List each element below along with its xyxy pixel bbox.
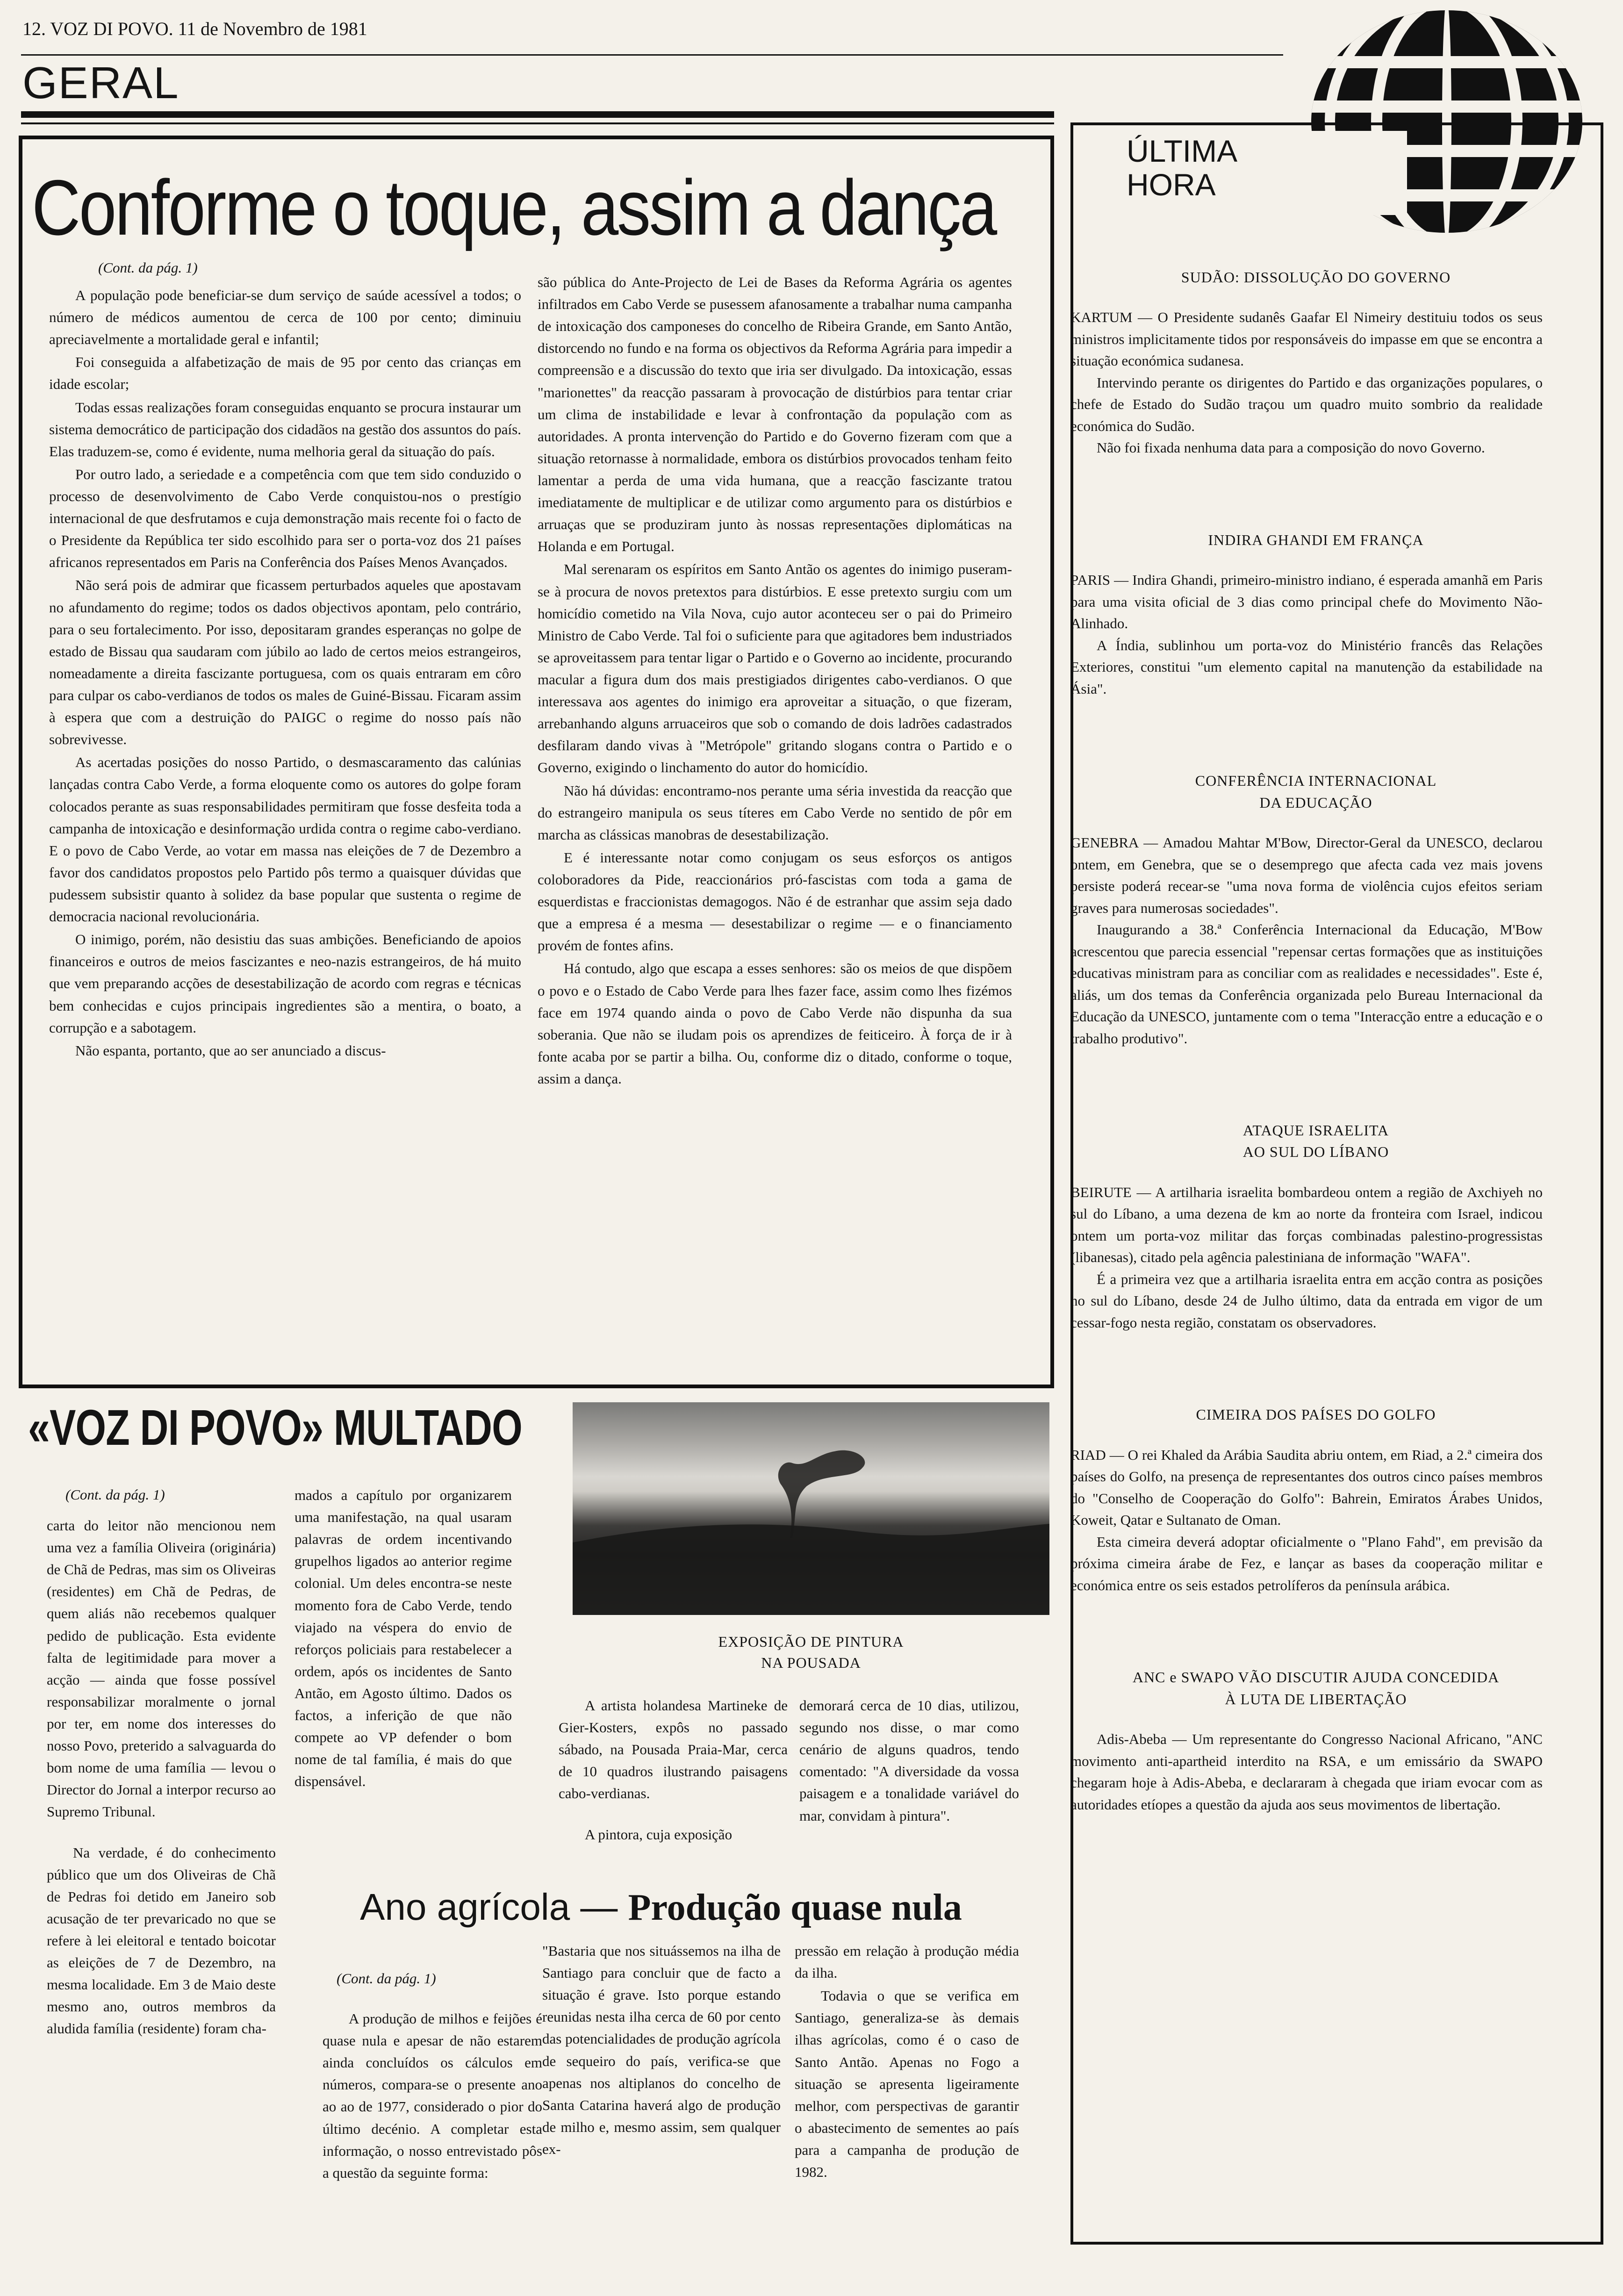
news-paragraph: PARIS — Indira Ghandi, primeiro-ministro indiano, é esperada amanhã em Paris para uma visita oficial de 3 dias como principal chefe do Movimento Não-Alinhado.	[1070, 572, 1543, 632]
paragraph: A artista holandesa Martineke de Gier-Kosters, expôs no passado sábado, na Pousada Praia-Mar, cerca de 10 quadros ilustrando paisagens cabo-verdianas.	[559, 1697, 788, 1802]
news-body	[1070, 1182, 1543, 1334]
news-item	[1070, 266, 1543, 459]
news-title-line: ATAQUE ISRAELITA	[1242, 1122, 1389, 1139]
news-title	[1089, 770, 1543, 813]
header-rule-thin-2	[21, 122, 1054, 124]
paragraph: "Bastaria que nos situássemos na ilha de Santiago para concluir que de facto a situação é grave. Isto porque estando reunidas nesta ilha cerca de 60 por cento das potencialidades de produção agrícola de sequeiro do país, verifica-se que apenas nos altiplanos do concelho de Santa Catarina haverá algo de produção de milho e, mesmo assim, sem qualquer ex-	[542, 1943, 781, 2157]
page-line: 12. VOZ DI POVO. 11 de Novembro de 1981	[22, 18, 367, 39]
news-title-line: À LUTA DE LIBERTAÇÃO	[1225, 1690, 1407, 1708]
news-item	[1070, 1119, 1543, 1334]
paragraph: As acertadas posições do nosso Partido, o desmascaramento das calúnias lançadas contra Cabo Verde, a forma eloquente como os autores do golpe foram colocados perante as suas responsabilidades permitiram que fosse desfeita toda a campanha de intoxicação e desinformação urdida contra o regime cabo-verdiano. E o povo de Cabo Verde, ao votar em massa nas eleições de 7 de Dezembro a favor dos candidatos propostos pelo Partido pôs termo a quaisquer dúvidas que pudessem subsistir quanto à solidez da base popular que sustenta o regime de democracia nacional revolucionária.	[49, 754, 521, 925]
news-item	[1070, 529, 1543, 700]
ultima-label-line2: HORA	[1127, 167, 1216, 202]
news-paragraph: É a primeira vez que a artilharia israelita entra em acção contra as posições no sul do Líbano, desde 24 de Julho último, data da entrada em vigor de um cessar-fogo nesta região, constatam os observadores.	[1070, 1270, 1543, 1331]
multado-cite: (Cont. da pág. 1)	[65, 1486, 165, 1503]
agricola-cite: (Cont. da pág. 1)	[337, 1970, 436, 1987]
exposicao-col-1	[559, 1694, 788, 1872]
paragraph: O inimigo, porém, não desistiu das suas ambições. Beneficiando de apoios financeiros e outros de meios fascizantes e neo-nazis estrangeiros, de há muito que vem preparando acções de desestabilização de acordo com regras e técnicas bem conhecidas e cujos principais ingredientes são a mentira, o boato, a corrupção e a sabotagem.	[49, 931, 521, 1036]
ultima-label-line1: ÚLTIMA	[1127, 134, 1238, 168]
news-paragraph: Não foi fixada nenhuma data para a composição do novo Governo.	[1097, 439, 1485, 456]
paragraph: A pintora, cuja exposição	[585, 1826, 733, 1843]
news-title	[1089, 1119, 1543, 1163]
exposicao-title-line: NA POUSADA	[761, 1654, 861, 1671]
ultima-hora-label	[1127, 136, 1237, 200]
news-body	[1070, 1729, 1543, 1815]
news-paragraph: KARTUM — O Presidente sudanês Gaafar El Nimeiry destituiu todos os seus ministros implicitamente tidos por responsáveis do impasse em que se encontra a situação económica sudanesa.	[1070, 309, 1543, 369]
agricola-col-3	[795, 1940, 1019, 2267]
paragraph: A produção de milhos e feijões é quase nula e apesar de não estarem ainda concluídos os cálculos em números, compara-se o presente ano ao ao de 1977, considerado o pior do último decénio. A completar esta informação, o nosso entrevistado pôs a questão da seguinte forma:	[323, 2010, 542, 2181]
paragraph: Foi conseguida a alfabetização de mais de 95 por cento das crianças em idade escolar;	[49, 354, 521, 393]
multado-headline: «VOZ DI POVO» MULTADO	[28, 1399, 522, 1456]
paragraph: A população pode beneficiar-se dum serviço de saúde acessível a todos; o número de médicos aumentou de cerca de 100 por cento; diminuiu apreciavelmente a mortalidade geral e infantil;	[49, 287, 521, 348]
news-title: INDIRA GHANDI EM FRANÇA	[1208, 531, 1424, 548]
main-headline: Conforme o toque, assim a dança	[32, 164, 996, 251]
news-title-line: CONFERÊNCIA INTERNACIONAL	[1195, 772, 1437, 789]
paragraph: Na verdade, é do conhecimento público que um dos Oliveiras de Chã de Pedras foi detido em Janeiro sob acusação de ter prevaricado no que se refere à lei eleitoral e tentado boicotar as eleições de 7 de Dezembro, na mesma localidade. Em 3 de Maio deste mesmo ano, outros membros da aludida família (residente) foram cha-	[47, 1844, 276, 2037]
tree-icon	[573, 1402, 1049, 1615]
news-paragraph: A Índia, sublinhou um porta-voz do Ministério francês das Relações Exteriores, constitui "um elemento capital na manutenção da estabilidade na Ásia".	[1070, 637, 1543, 697]
paragraph: Todavia o que se verifica em Santiago, generaliza-se às demais ilhas agrícolas, como é o caso de Santo Antão. Apenas no Fogo a situação se apresenta ligeiramente melhor, com perspectivas de garantir o abastecimento de sementes ao país para a campanha de produção de 1982.	[795, 1987, 1019, 2181]
news-body	[1070, 1444, 1543, 1597]
paragraph: Mal serenaram os espíritos em Santo Antão os agentes do inimigo puseram-se à procura de novos pretextos para distúrbios. E esse pretexto surgiu com um homicídio cometido na Vila Nova, cujo autor aconteceu ser o pai do Primeiro Ministro de Cabo Verde. Tal foi o suficiente para que agitadores bem industriados se aproveitassem para tentar ligar o Partido e o Governo ao incidente, procurando macular a figura dum dos mais prestigiados dirigentes cabo-verdianos. O que interessava aos agentes do inimigo era aproveitar a situação, o que fizeram, arrebanhando alguns arruaceiros que sob o comando de dois ladrões cadastrados desfilaram dando vivas à "Metrópole" gritando slogans contra o Partido e o Governo, exigindo o linchamento do autor do homicídio.	[538, 561, 1012, 776]
news-title-line: DA EDUCAÇÃO	[1259, 794, 1372, 811]
news-item	[1070, 1666, 1543, 1815]
ultima-hora-news	[1070, 266, 1543, 1815]
main-cite: (Cont. da pág. 1)	[98, 259, 198, 276]
news-title	[1089, 1666, 1543, 1710]
news-paragraph: Esta cimeira deverá adoptar oficialmente o "Plano Fahd", em previsão da próxima cimeira árabe de Fez, e lançar as bases da cooperação militar e económica entre os seis estados petrolíferos da península arábica.	[1070, 1533, 1543, 1593]
main-col-1	[49, 284, 521, 1369]
news-paragraph: GENEBRA — Amadou Mahtar M'Bow, Director-Geral da UNESCO, declarou ontem, em Genebra, que se o desemprego que afecta cada vez mais jovens persiste poderá recear-se "uma nova forma de violência cujos efeitos seriam graves para numerosas sociedades".	[1070, 834, 1543, 916]
news-title: SUDÃO: DISSOLUÇÃO DO GOVERNO	[1181, 269, 1451, 286]
news-paragraph: BEIRUTE — A artilharia israelita bombardeou ontem a região de Axchiyeh no sul do Líbano, a uma dezena de km ao norte da fronteira com Israel, indicou ontem um porta-voz militar das forças combinadas palestino-progressistas (libanesas), citado pela agência palestiniana de informação "WAFA".	[1070, 1184, 1543, 1266]
header-rule-thick	[21, 111, 1054, 118]
news-title-line: ANC e SWAPO VÃO DISCUTIR AJUDA CONCEDIDA	[1132, 1669, 1500, 1686]
multado-col-1	[47, 1514, 276, 2244]
paragraph: são pública do Ante-Projecto de Lei de Bases da Reforma Agrária os agentes infiltrados em Cabo Verde se pusessem afanosamente a trabalhar numa campanha de intoxicação dos camponeses do concelho de Ribeira Grande, em Santo Antão, distorcendo no fundo e na forma os objectivos da Reforma Agrária para impedir a compreensão e a discussão do texto que iria ser divulgado. Da intoxicação, essas "marionettes" da reacção passaram à provocação de distúrbios para tentar criar um clima de instabilidade e levar à confrontação da população com as autoridades. A pronta intervenção do Partido e do Governo fizeram com que a situação retornasse à normalidade, embora os distúrbios provocados tenham feito lamentar a perda de uma vida humana, que a reacção fascizante tratou imediatamente de multiplicar e de utilizar como argumento para os distúrbios e arruaças que se produziram junto às nossas representações diplomáticas na Holanda e em Portugal.	[538, 274, 1012, 555]
section-title: GERAL	[22, 58, 180, 108]
exposicao-title	[573, 1631, 1049, 1673]
paragraph: pressão em relação à produção média da ilha.	[795, 1943, 1019, 1981]
paragraph: mados a capítulo por organizarem uma manifestação, na qual usaram palavras de ordem incentivando grupelhos ligados ao anterior regime colonial. Um deles encontra-se neste momento fora de Cabo Verde, tendo viajado na véspera do envio de reforços policiais para restabelecer a ordem, após os incidentes de Santo Antão, em Agosto último. Dados os factos, a inferição de que não compete ao VP defender o bom nome de tal família, é mais do que dispensável.	[294, 1487, 512, 1790]
paragraph: E é interessante notar como conjugam os seus esforços os antigos coloboradores da Pide, reaccionários pró-fascistas com toda a gama de esquerdistas e fraccionistas demagogos. Não é de estranhar que assim seja dado que a empresa é a mesma — desestabilizar o regime — e o financiamento provém de fontes afins.	[538, 849, 1012, 954]
paragraph: Por outro lado, a seriedade e a competência com que tem sido conduzido o processo de desenvolvimento de Cabo Verde conquistou-nos o prestígio internacional de que desfrutamos e cuja demonstração mais recente foi o facto de o Presidente da República ter sido escolhido para ser o porta-voz dos 21 países africanos representados em Paris na Conferência dos Países Menos Avançados.	[49, 466, 521, 571]
news-body	[1070, 832, 1543, 1049]
news-title: CIMEIRA DOS PAÍSES DO GOLFO	[1196, 1406, 1436, 1423]
agricola-col-2	[542, 1940, 781, 2267]
news-item	[1070, 770, 1543, 1049]
news-body	[1070, 569, 1543, 700]
painting-photo	[573, 1402, 1049, 1615]
multado-col-2	[294, 1484, 512, 1895]
paragraph: Não há dúvidas: encontramo-nos perante uma séria investida da reacção que do estrangeiro manipula os seus títeres em Cabo Verde no sentido de pôr em marcha as clássicas manobras de desestabilização.	[538, 782, 1012, 843]
agricola-headline	[360, 1888, 962, 1926]
main-col-2	[538, 271, 1012, 1370]
paragraph: demorará cerca de 10 dias, utilizou, segundo nos disse, o mar como cenário de alguns quadros, tendo comentado: "A diversidade da vossa paisagem e a tonalidade variável do mar, convidam à pintura".	[799, 1697, 1019, 1824]
agricola-headline-light: Ano agrícola —	[360, 1886, 628, 1928]
paragraph: Não espanta, portanto, que ao ser anunciado a discus-	[75, 1042, 386, 1059]
paragraph: carta do leitor não mencionou nem uma vez a família Oliveira (originária) de Chã de Pedras, mas sim os Oliveiras (residentes) em Chã de Pedras, de quem aliás não recebemos qualquer pedido de publicação. Esta evidente falta de legitimidade para mover a acção — ainda que fosse possível responsabilizar moralmente o jornal por ter, em nome dos interesses do nosso Povo, preterido a salvaguarda do bom nome de uma família — levou o Director do Jornal a interpor recurso ao Supremo Tribunal.	[47, 1517, 276, 1820]
paragraph: Todas essas realizações foram conseguidas enquanto se procura instaurar um sistema democrático de participação dos cidadãos na gestão dos assuntos do país. Elas traduzem-se, como é evidente, numa melhoria geral da situação do país.	[49, 399, 521, 459]
news-title-line: AO SUL DO LÍBANO	[1242, 1143, 1389, 1161]
header-rule-thin	[21, 54, 1283, 56]
news-paragraph: Inaugurando a 38.ª Conferência Internacional da Educação, M'Bow acrescentou que parecia essencial "repensar certas formações que as instituições educativas ministram para as conciliar com as realidades e necessidades". Este é, aliás, um dos temas da Conferência organizada pelo Bureau Internacional da Educação da UNESCO, juntamente com o tema "Interacção entre a educação e o trabalho produtivo".	[1070, 921, 1543, 1047]
paragraph: Há contudo, algo que escapa a esses senhores: são os meios de que dispõem o povo e o Estado de Cabo Verde para lhes fazer face, assim como lhes fizémos face em 1974 quando ainda o povo de Cabo Verde não dispunha da sua soberania. Que não se iludam pois os aprendizes de feiticeiro. À força de ir à fonte acaba por se partir a bilha. Ou, conforme diz o ditado, conforme o toque, assim a dança.	[538, 960, 1012, 1087]
exposicao-col-2	[799, 1694, 1019, 1872]
news-item	[1070, 1404, 1543, 1596]
paragraph: Não será pois de admirar que ficassem perturbados aqueles que apostavam no afundamento do regime; todos os dados objectivos apontam, pelo contrário, para o seu fortalecimento. Por isso, depositaram grandes esperanças no golpe de estado de Bissau qua saudaram com júbilo ao lado de certos meios estrangeiros, nomeadamente a direita fascizante portuguesa, com os quais entraram em côro para culpar os cabo-verdianos de todos os males de Guiné-Bissau. Ficaram assim à espera que com a destruição do PAIGC o regime do nosso país não sobrevivesse.	[49, 577, 521, 748]
news-paragraph: Adis-Abeba — Um representante do Congresso Nacional Africano, "ANC movimento anti-apartheid interdito na RSA, e um emissário da SWAPO chegaram hoje à Adis-Abeba, e declararam à chegada que iriam evocar com as autoridades etíopes a questão da ajuda aos seus movimentos de libertação.	[1070, 1731, 1543, 1813]
exposicao-title-line: EXPOSIÇÃO DE PINTURA	[718, 1633, 904, 1650]
agricola-headline-bold: Produção quase nula	[628, 1887, 962, 1928]
news-body	[1070, 307, 1543, 459]
news-paragraph: Intervindo perante os dirigentes do Partido e das organizações populares, o chefe de Estado do Sudão traçou um quadro muito sombrio da realidade económica do Sudão.	[1070, 374, 1543, 434]
agricola-col-1	[323, 2008, 542, 2260]
news-paragraph: RIAD — O rei Khaled da Arábia Saudita abriu ontem, em Riad, a 2.ª cimeira dos países do Golfo, na presença de representantes dos outros cinco países membros do "Conselho de Cooperação do Golfo": Bahrein, Emiratos Árabes Unidos, Koweit, Qatar e Sultanato de Oman.	[1070, 1446, 1543, 1528]
